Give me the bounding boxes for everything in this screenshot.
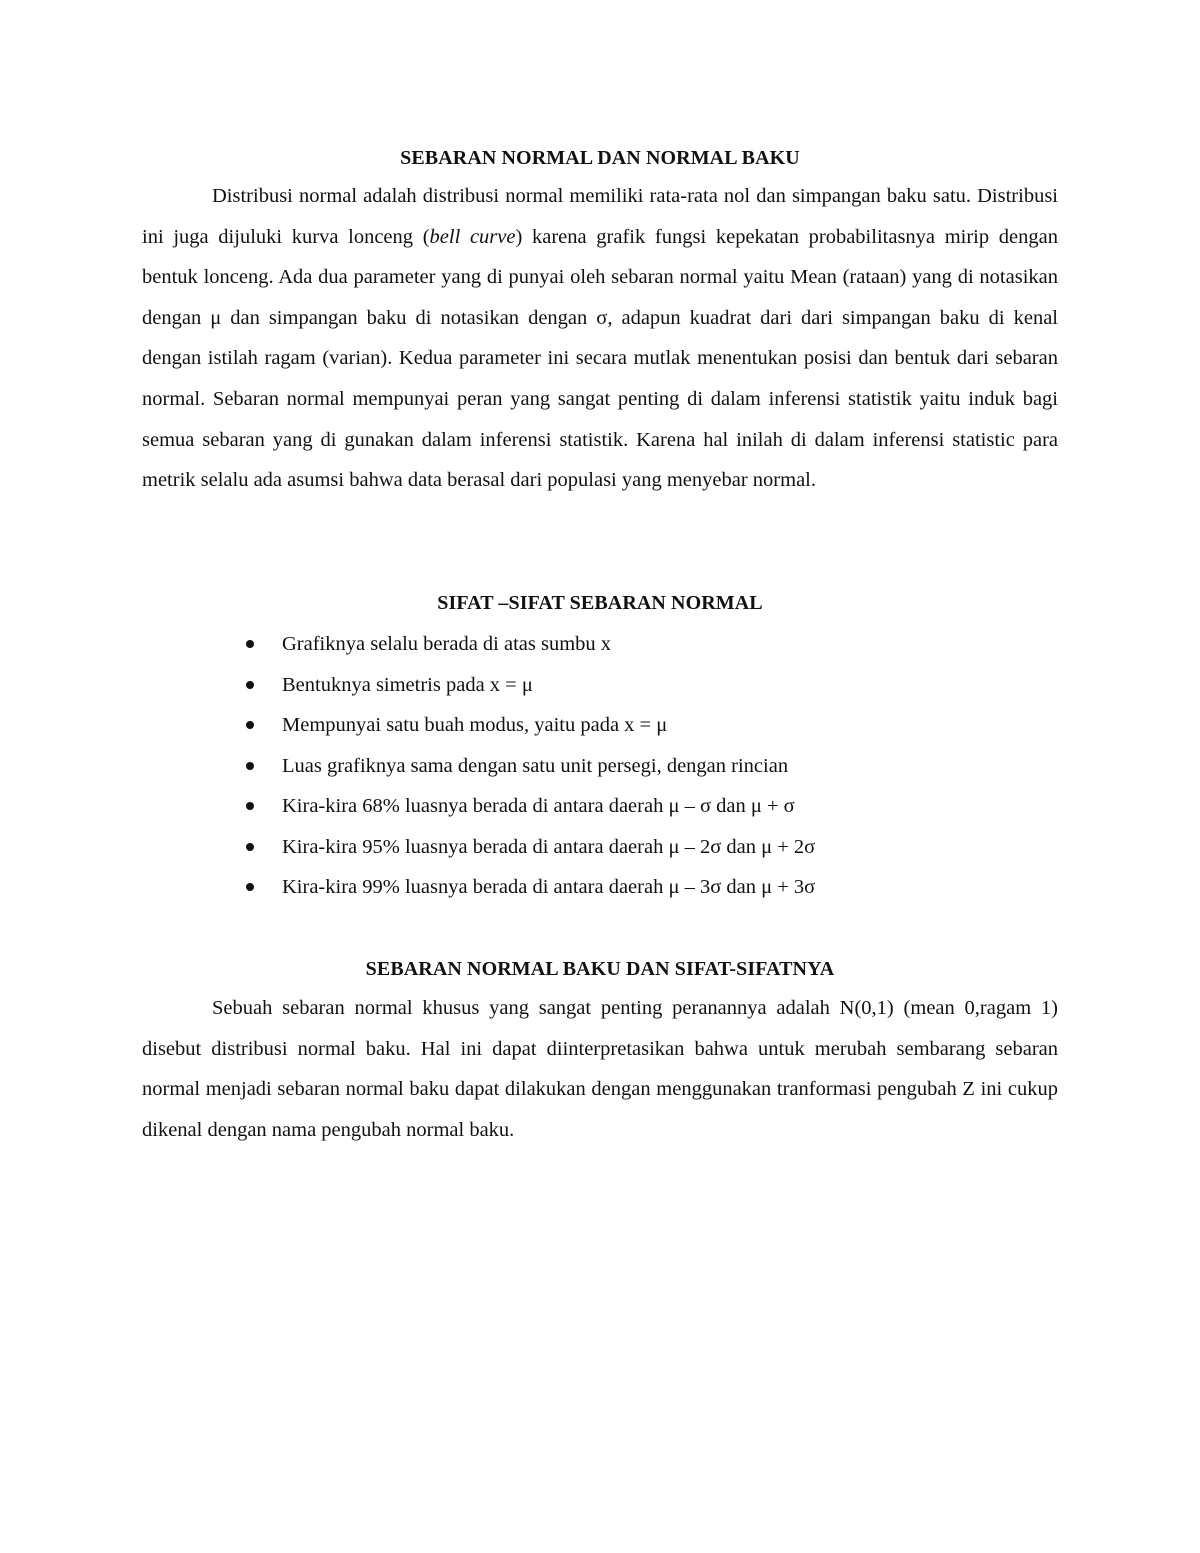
list-item-text: Grafiknya selalu berada di atas sumbu x (282, 633, 612, 655)
bullet-icon (246, 640, 254, 648)
section-title-standard-normal: SEBARAN NORMAL BAKU DAN SIFAT-SIFATNYA (365, 958, 835, 980)
list-item (240, 867, 1060, 908)
list-item (240, 827, 1060, 868)
bullet-icon (246, 883, 254, 891)
list-item (240, 624, 1060, 665)
list-item-text: Kira-kira 99% luasnya berada di antara daerah μ – 3σ dan μ + 3σ (282, 876, 816, 898)
list-item-text: Kira-kira 68% luasnya berada di antara daerah μ – σ dan μ + σ (282, 795, 795, 817)
section-title-normal-distribution: SEBARAN NORMAL DAN NORMAL BAKU (400, 147, 800, 169)
bullet-icon (246, 843, 254, 851)
list-item-text: Kira-kira 95% luasnya berada di antara daerah μ – 2σ dan μ + 2σ (282, 835, 816, 858)
list-item-text: Luas grafiknya sama dengan satu unit persegi, dengan rincian (282, 754, 789, 777)
standard-normal-paragraph: Sebuah sebaran normal khusus yang sangat penting peranannya adalah N(0,1) (mean 0,ragam 1) disebut distribusi normal baku. Hal ini dapat diinterpretasikan bahwa untuk merubah sembarang sebaran normal menjadi sebaran normal baku dapat dilakukan dengan menggunakan tranformasi pengubah Z ini cukup dikenal dengan nama pengubah normal baku. (142, 997, 1058, 1141)
bullet-icon (246, 802, 254, 810)
bullet-icon (246, 681, 254, 689)
intro-paragraph-text-end: ) karena grafik fungsi kepekatan probabilitasnya mirip dengan bentuk lonceng. Ada dua parameter yang di punyai oleh sebaran normal yaitu Mean (rataan) yang di notasikan dengan μ dan simpangan baku di notasikan dengan σ, adapun kuadrat dari dari simpangan baku di kenal dengan istilah ragam (varian). Kedua parameter ini secara mutlak menentukan posisi dan bentuk dari sebaran normal. Sebaran normal mempunyai peran yang sangat penting di dalam inferensi statistik yaitu induk bagi semua sebaran yang di gunakan dalam inferensi statistik. Karena hal inilah di dalam inferensi statistic para metrik selalu ada asumsi bahwa data berasal dari populasi yang menyebar normal. (142, 225, 1058, 492)
list-item-text: Mempunyai satu buah modus, yaitu pada x = μ (282, 714, 668, 736)
properties-list (240, 624, 1060, 908)
intro-paragraph-italic-term: bell curve (429, 225, 516, 248)
bullet-icon (246, 721, 254, 729)
bullet-icon (246, 762, 254, 770)
list-item (240, 705, 1060, 746)
intro-paragraph-text-start: Distribusi normal adalah distribusi normal memiliki rata-rata nol dan simpangan baku satu. Distribusi ini juga dijuluki kurva lonceng ( (142, 185, 1058, 248)
list-item (240, 665, 1060, 706)
list-item-text: Bentuknya simetris pada x = μ (282, 673, 533, 696)
intro-paragraph (142, 176, 1058, 501)
list-item (240, 786, 1060, 827)
list-item (240, 746, 1060, 787)
section-title-properties: SIFAT –SIFAT SEBARAN NORMAL (437, 592, 763, 614)
